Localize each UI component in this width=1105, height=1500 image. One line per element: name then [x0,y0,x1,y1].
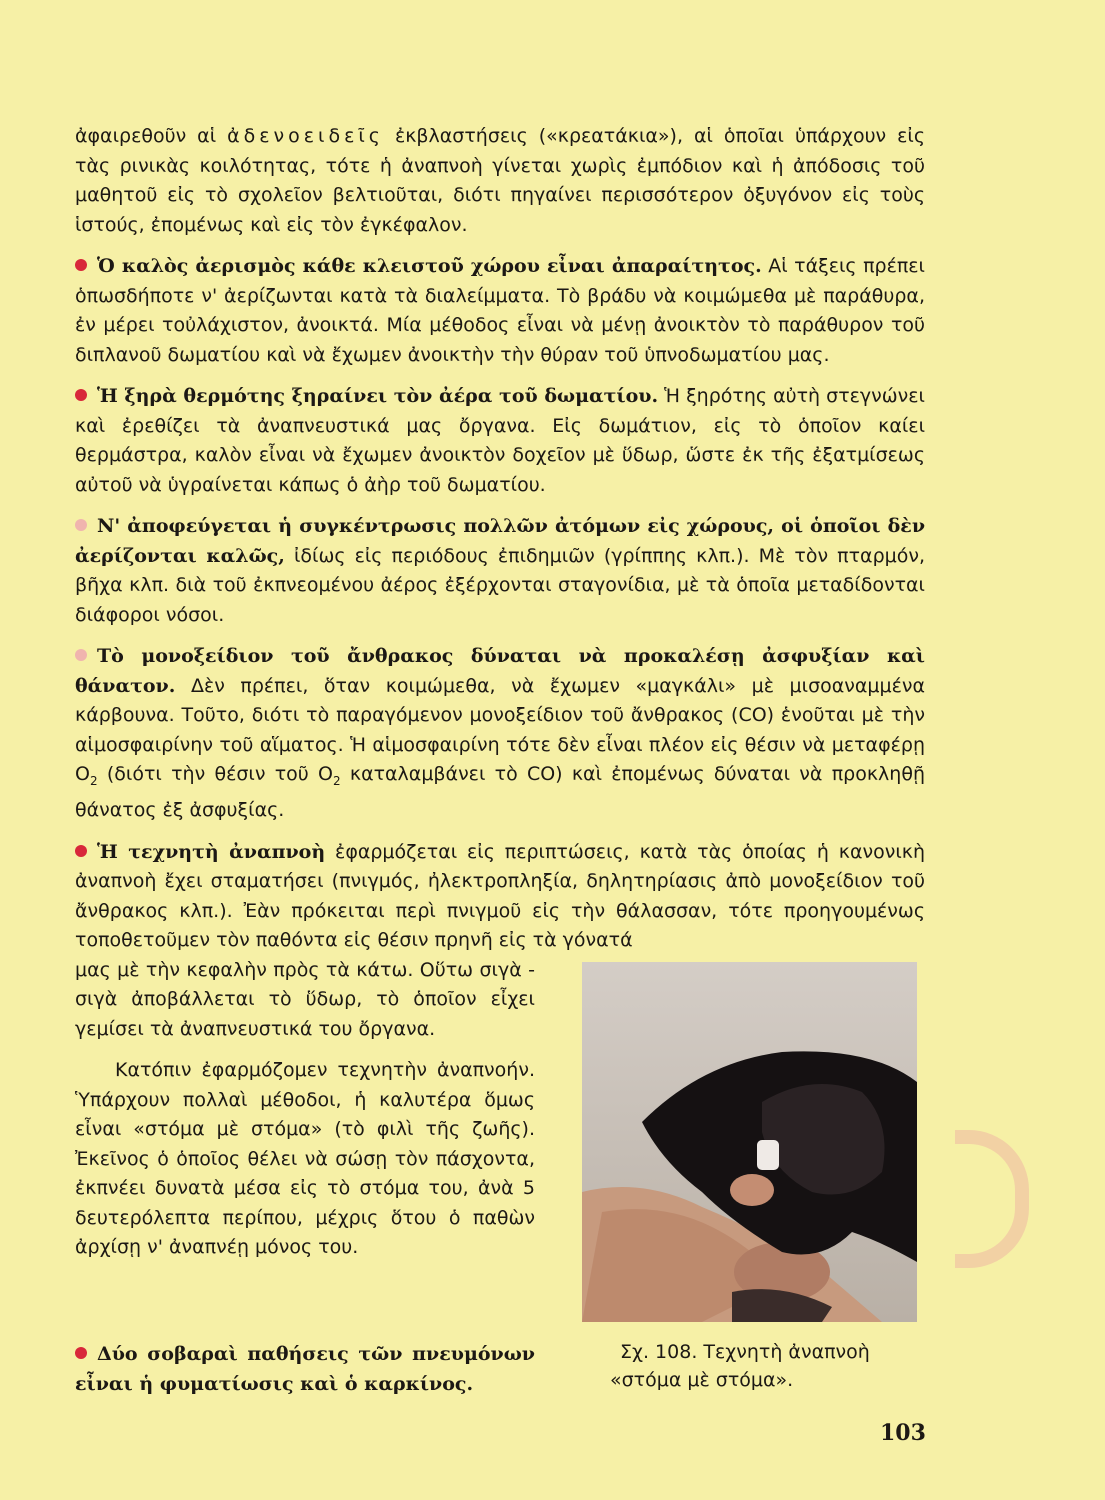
bullet-icon [75,389,87,401]
bleed-through-mark [955,1130,1029,1268]
paragraph-lung-diseases [75,1340,535,1399]
caption-line-2: «στόμα μὲ στόμα». [610,1369,794,1391]
paragraph-heading: Τὸ μονοξείδιον τοῦ ἄνθρακος δύναται νὰ προκαλέσῃ ἀσφυξίαν καὶ θάνατον. [75,645,925,697]
mouth-to-mouth-photo [582,962,917,1322]
paragraph-mouth-to-mouth: Κατόπιν ἐφαρμόζομεν τεχνητὴν ἀναπνοήν. Ὑπάρχουν πολλαὶ μέθοδοι, ἡ καλυτέρα ὅμως εἶναι «στόμα μὲ στόμα» (τὸ φιλὶ τῆς ζωῆς). Ἐκεῖνος ὁ ὁποῖος θέλει νὰ σώσῃ τὸν πάσχοντα, ἐκπνέει δυνατὰ μέσα εἰς τὸ στόμα του, ἀνὰ 5 δευτερόλεπτα περίπου, μέχρις ὅτου ὁ παθὼν ἀρχίσῃ ν' ἀναπνέῃ μόνος του. [75,1059,535,1259]
paragraph-dry-heat: Ἡ ξηρὰ θερμότης ξηραίνει τὸν ἀέρα τοῦ δωματίου. Ἡ ξηρότης αὐτὴ στεγνώνει καὶ ἐρεθίζει τὰ ἀναπνευστικά μας ὄργανα. Εἰς δωμάτιον, εἰς τὸ ὁποῖον καίει θερμάστρα, καλὸν εἶναι νὰ ἔχωμεν ἀνοικτὸν δοχεῖον μὲ ὕδωρ, ὥστε ἐκ τῆς ἐξατμίσεως αὐτοῦ νὰ ὑγραίνεται κάπως ὁ ἀὴρ τοῦ δωματίου. [75,385,925,496]
figure-photo [582,962,917,1322]
paragraph-artificial-respiration-cont: μας μὲ τὴν κεφαλὴν πρὸς τὰ κάτω. Οὕτω σιγὰ - σιγὰ ἀποβάλλεται τὸ ὕδωρ, τὸ ὁποῖον εἶχει γεμίσει τὰ ἀναπνευστικά του ὄργανα. [75,958,535,1040]
paragraph-ventilation: Ὁ καλὸς ἀερισμὸς κάθε κλειστοῦ χώρου εἶναι ἀπαραίτητος. Αἱ τάξεις πρέπει ὁπωσδήποτε ν' ἀερίζωνται κατὰ τὰ διαλείμματα. Τὸ βράδυ νὰ κοιμώμεθα μὲ παράθυρα, ἐν μέρει τοὐλάχιστον, ἀνοικτά. Μία μέθοδος εἶναι νὰ μένῃ ἀνοικτὸν τὸ παράθυρον τοῦ διπλανοῦ δωματίου καὶ νὰ ἔχωμεν ἀνοικτὴν τὴν θύραν τοῦ ὑπνοδωματίου μας. [75,255,925,366]
caption-line-1: Σχ. 108. Τεχνητὴ ἀναπνοὴ [620,1341,870,1363]
emphasized-term: ἀδενοειδεῖς [227,125,384,147]
paragraph-carbon-monoxide: Τὸ μονοξείδιον τοῦ ἄνθρακος δύναται νὰ προκαλέσῃ ἀσφυξίαν καὶ θάνατον. Δὲν πρέπει, ὅταν κοιμώμεθα, νὰ ἔχωμεν «μαγκάλι» μὲ μισοαναμμένα κάρβουνα. Τοῦτο, διότι τὸ παραγόμενον μονοξείδιον τοῦ ἄνθρακος (CO) ἑνοῦται μὲ τὴν αἱμοσφαιρίνην τοῦ αἵματος. Ἡ αἱμοσφαιρίνη τότε δὲν εἶναι πλέον εἰς θέσιν νὰ μεταφέρῃ $O_2$ (διότι τὴν θέσιν τοῦ $O_2$ καταλαμβάνει τὸ CO) καὶ ἐπομένως δύναται νὰ προκληθῇ θάνατος ἐξ ἀσφυξίας. [75,645,925,822]
bullet-icon [75,259,87,271]
paragraph-heading: Δύο σοβαραὶ παθήσεις τῶν πνευμόνων εἶναι ἡ φυματίωσις καὶ ὁ καρκίνος. [75,1343,535,1395]
paragraph-heading: Ἡ ξηρὰ θερμότης ξηραίνει τὸν ἀέρα τοῦ δωματίου. [97,385,659,407]
page-number: 103 [880,1420,926,1446]
paragraph-adenoids: ἀφαιρεθοῦν αἱ ἀδενοειδεῖς ἐκβλαστήσεις («κρεατάκια»), αἱ ὁποῖαι ὑπάρχουν εἰς τὰς ρινικὰς κοιλότητας, τότε ἡ ἀναπνοὴ γίνεται χωρὶς ἐμπόδιον καὶ ἡ ἀπόδοσις τοῦ μαθητοῦ εἰς τὸ σχολεῖον βελτιοῦται, διότι πηγαίνει περισσότερον ὀξυγόνον εἰς τοὺς ἱστούς, ἐπομένως καὶ εἰς τὸν ἐγκέφαλον. [75,125,926,236]
paragraph-heading: Ἡ τεχνητὴ ἀναπνοὴ [97,840,326,863]
bullet-icon [75,519,87,531]
figure-caption [610,1338,920,1394]
paragraph-heading: Ὁ καλὸς ἀερισμὸς κάθε κλειστοῦ χώρου εἶναι ἀπαραίτητος. [97,255,762,277]
bullet-icon [75,845,87,857]
paragraph-heading: Ν' ἀποφεύγεται ἡ συγκέντρωσις πολλῶν ἀτόμων εἰς χώρους, οἱ ὁποῖοι δὲν ἀερίζονται καλῶς, [75,515,925,567]
paragraph-artificial-respiration: Ἡ τεχνητὴ ἀναπνοὴ ἐφαρμόζεται εἰς περιπτώσεις, κατὰ τὰς ὁποίας ἡ κανονικὴ ἀναπνοὴ ἔχει σταματήσει (πνιγμός, ἠλεκτροπληξία, δηλητηρίασις ἀπὸ μονοξείδιον τοῦ ἄνθρακος κλπ.). Ἐὰν πρόκειται περὶ πνιγμοῦ εἰς τὴν θάλασσαν, τότε προηγουμένως τοποθετοῦμεν τὸν παθόντα εἰς θέσιν πρηνῆ εἰς τὰ γόνατά [75,840,925,952]
paragraph-crowding: Ν' ἀποφεύγεται ἡ συγκέντρωσις πολλῶν ἀτόμων εἰς χώρους, οἱ ὁποῖοι δὲν ἀερίζονται καλῶς, ἰδίως εἰς περιόδους ἐπιδημιῶν (γρίππης κλπ.). Μὲ τὸν πταρμόν, βῆχα κλπ. διὰ τοῦ ἐκπνεομένου ἀέρος ἐξέρχονται σταγονίδια, μὲ τὰ ὁποῖα μεταδίδονται διάφοροι νόσοι. [75,515,925,626]
bullet-icon [75,1347,87,1359]
bullet-icon [75,649,87,661]
